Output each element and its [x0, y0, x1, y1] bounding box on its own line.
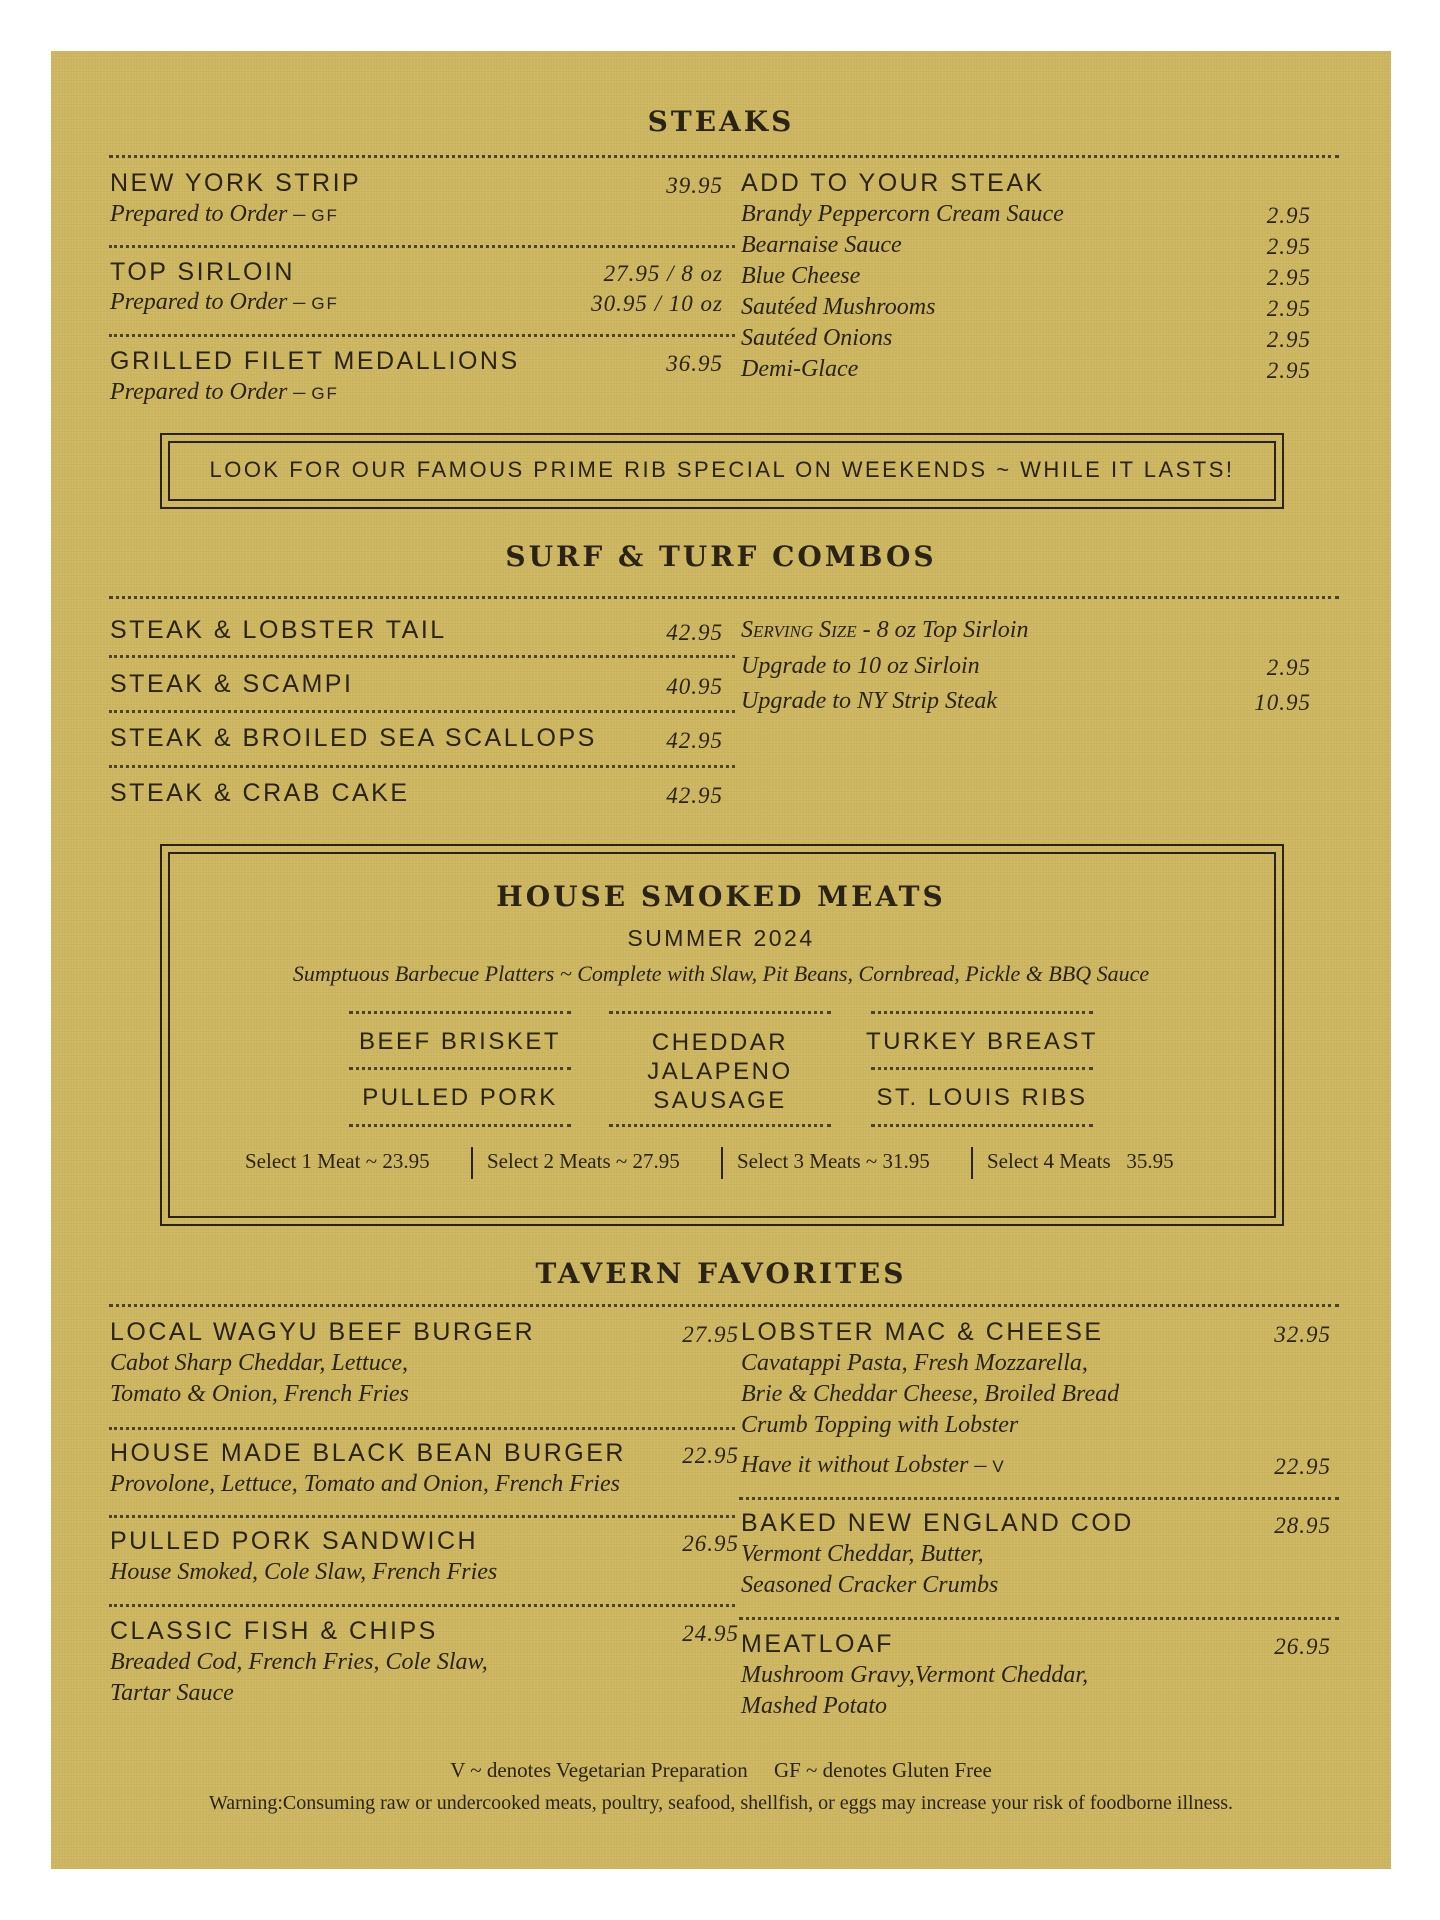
divider [609, 1011, 831, 1014]
dietary-legend [51, 1758, 1391, 1783]
divider [109, 1515, 735, 1518]
separator [471, 1147, 473, 1179]
divider [349, 1011, 571, 1014]
item-variant: Have it without Lobster – V [741, 1452, 1006, 1478]
gluten-free-legend: GF ~ denotes Gluten Free [773, 1758, 992, 1782]
meat-option: PULLED PORK [362, 1084, 558, 1111]
meat-option: CHEDDAR JALAPENO SAUSAGE [647, 1029, 793, 1114]
item-description: Cabot Sharp Cheddar, Lettuce, [110, 1350, 408, 1376]
item-price: 24.95 [682, 1621, 739, 1646]
addon-name: Bearnaise Sauce [741, 232, 902, 258]
vegetarian-tag: V [992, 1457, 1006, 1476]
item-description: Mushroom Gravy,Vermont Cheddar, [741, 1662, 1089, 1688]
divider [739, 1617, 1339, 1620]
meat-option: TURKEY BREAST [865, 1028, 1099, 1055]
item-price: 32.95 [1274, 1322, 1331, 1347]
item-description: House Smoked, Cole Slaw, French Fries [110, 1559, 498, 1585]
addon-name: Sautéed Mushrooms [741, 294, 936, 320]
item-name: LOCAL WAGYU BEEF BURGER [110, 1318, 536, 1346]
divider [109, 655, 735, 658]
item-description: Brie & Cheddar Cheese, Broiled Bread [741, 1381, 1120, 1407]
divider [871, 1067, 1093, 1070]
addon-name: Blue Cheese [741, 263, 861, 289]
vegetarian-legend: V ~ denotes Vegetarian Preparation [450, 1758, 748, 1782]
tavern-favorites-title: TAVERN FAVORITES [535, 1257, 907, 1290]
smoked-meats-subtitle: SUMMER 2024 [627, 925, 815, 951]
item-description: Prepared to Order – GF [110, 289, 339, 315]
upgrade-name: Upgrade to 10 oz Sirloin [741, 653, 980, 679]
food-safety-warning: Warning:Consuming raw or undercooked meats, poultry, seafood, shellfish, or eggs may increase your risk of foodborne illness. [208, 1792, 1234, 1814]
smoked-meats-description: Sumptuous Barbecue Platters ~ Complete with Slaw, Pit Beans, Cornbread, Pickle & BBQ Sauce [292, 961, 1150, 986]
item-name: MEATLOAF [741, 1630, 894, 1658]
item-description: Cavatappi Pasta, Fresh Mozzarella, [741, 1350, 1088, 1376]
addons-title: ADD TO YOUR STEAK [741, 169, 1045, 197]
item-price-alt: 30.95 / 10 oz [591, 291, 723, 316]
item-price: 42.95 [666, 620, 723, 645]
divider [109, 765, 735, 768]
platter-price-option: Select 2 Meats ~ 27.95 [487, 1149, 680, 1173]
item-name: GRILLED FILET MEDALLIONS [110, 347, 520, 375]
divider [109, 1304, 1339, 1307]
item-price: 26.95 [682, 1531, 739, 1556]
item-price: 39.95 [666, 173, 723, 198]
item-variant-price: 22.95 [1274, 1454, 1331, 1479]
item-description: Tartar Sauce [110, 1680, 234, 1706]
smoked-meats-title: HOUSE SMOKED MEATS [496, 880, 946, 913]
item-description: Crumb Topping with Lobster [741, 1412, 1019, 1438]
divider [109, 155, 1339, 158]
platter-price-option: Select 3 Meats ~ 31.95 [737, 1149, 930, 1173]
platter-price-option: Select 1 Meat ~ 23.95 [245, 1149, 430, 1173]
meat-option: ST. LOUIS RIBS [876, 1084, 1088, 1111]
platter-price-option: Select 4 Meats 35.95 [987, 1149, 1174, 1173]
item-price: 42.95 [666, 728, 723, 753]
serving-size: Serving Size - 8 oz Top Sirloin [741, 617, 1029, 643]
item-price: 36.95 [666, 351, 723, 376]
item-price: 42.95 [666, 783, 723, 808]
addon-price: 2.95 [1266, 296, 1311, 321]
divider [739, 1497, 1339, 1500]
addon-name: Brandy Peppercorn Cream Sauce [741, 201, 1064, 227]
meat-option: BEEF BRISKET [358, 1028, 562, 1055]
divider [109, 710, 735, 713]
item-name: LOBSTER MAC & CHEESE [741, 1318, 1104, 1346]
item-description: Vermont Cheddar, Butter, [741, 1541, 984, 1567]
divider [609, 1124, 831, 1127]
item-name: CLASSIC FISH & CHIPS [110, 1617, 438, 1645]
addon-name: Demi-Glace [741, 356, 859, 382]
item-description: Breaded Cod, French Fries, Cole Slaw, [110, 1649, 488, 1675]
item-name: STEAK & BROILED SEA SCALLOPS [110, 724, 597, 752]
item-price: 40.95 [666, 674, 723, 699]
item-description: Tomato & Onion, French Fries [110, 1381, 409, 1407]
item-name: STEAK & LOBSTER TAIL [110, 616, 447, 644]
item-price: 27.95 / 8 oz [603, 261, 723, 286]
addon-price: 2.95 [1266, 234, 1311, 259]
item-name: TOP SIRLOIN [110, 258, 295, 286]
upgrade-name: Upgrade to NY Strip Steak [741, 688, 997, 714]
addon-price: 2.95 [1266, 265, 1311, 290]
addon-name: Sautéed Onions [741, 325, 893, 351]
gluten-free-tag: GF [311, 384, 339, 403]
gluten-free-tag: GF [311, 206, 339, 225]
divider [109, 245, 735, 248]
item-name: HOUSE MADE BLACK BEAN BURGER [110, 1439, 626, 1467]
prime-rib-notice: LOOK FOR OUR FAMOUS PRIME RIB SPECIAL ON WEEKENDS ~ WHILE IT LASTS! [209, 457, 1235, 482]
divider [871, 1124, 1093, 1127]
divider [109, 596, 1339, 599]
separator [971, 1147, 973, 1179]
item-description: Prepared to Order – GF [110, 201, 339, 227]
item-name: STEAK & CRAB CAKE [110, 779, 410, 807]
item-name: BAKED NEW ENGLAND COD [741, 1509, 1134, 1537]
item-price: 28.95 [1274, 1513, 1331, 1538]
item-price: 27.95 [682, 1322, 739, 1347]
item-description: Provolone, Lettuce, Tomato and Onion, French Fries [110, 1471, 620, 1497]
steaks-title: STEAKS [647, 105, 795, 138]
divider [109, 334, 735, 337]
divider [349, 1124, 571, 1127]
divider [871, 1011, 1093, 1014]
separator [721, 1147, 723, 1179]
addon-price: 2.95 [1266, 358, 1311, 383]
upgrade-price: 2.95 [1266, 655, 1311, 680]
item-description: Mashed Potato [741, 1693, 887, 1719]
addon-price: 2.95 [1266, 203, 1311, 228]
item-description: Seasoned Cracker Crumbs [741, 1572, 999, 1598]
item-name: STEAK & SCAMPI [110, 670, 354, 698]
divider [109, 1427, 735, 1430]
item-name: NEW YORK STRIP [110, 169, 362, 197]
menu-page [51, 51, 1391, 1869]
item-name: PULLED PORK SANDWICH [110, 1527, 479, 1555]
gluten-free-tag: GF [311, 294, 339, 313]
item-price: 26.95 [1274, 1634, 1331, 1659]
divider [349, 1067, 571, 1070]
upgrade-price: 10.95 [1254, 690, 1311, 715]
item-price: 22.95 [682, 1443, 739, 1468]
item-description: Prepared to Order – GF [110, 379, 339, 405]
addon-price: 2.95 [1266, 327, 1311, 352]
surf-turf-title: SURF & TURF COMBOS [505, 540, 937, 573]
divider [109, 1604, 735, 1607]
